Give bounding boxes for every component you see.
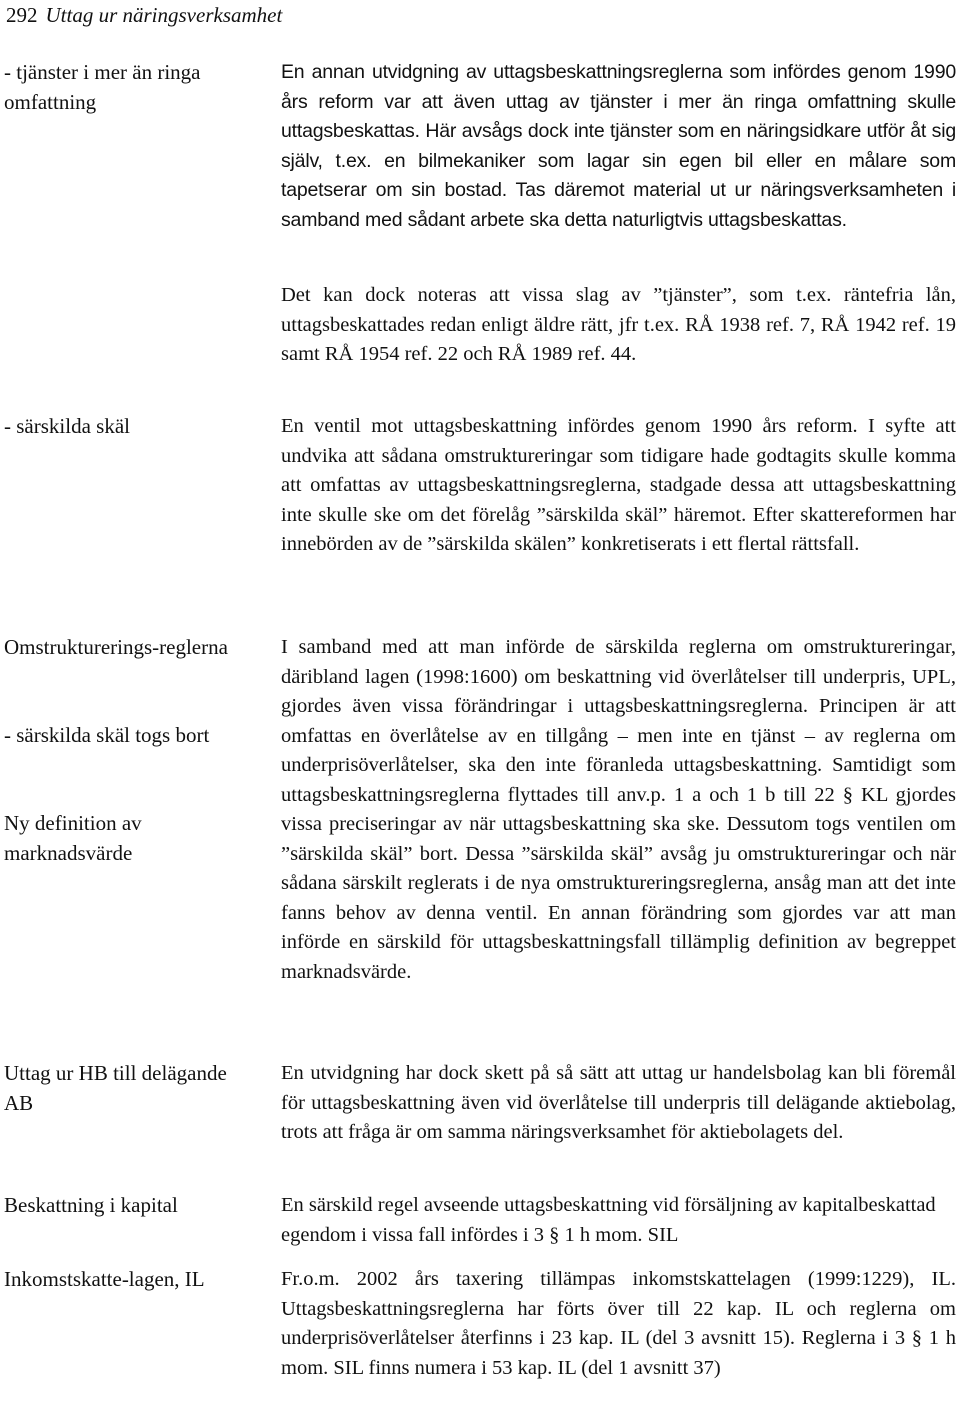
paragraph-kapitalbeskattad: En särskild regel avseende uttagsbeskattning vid försäljning av kapitalbeskattad egendom i vissa fall infördes i 3 § 1 h mom. SIL bbox=[281, 1194, 936, 1246]
running-header bbox=[6, 2, 282, 28]
margin-note-omstruktureringsreglerna: Omstrukturerings-reglerna bbox=[4, 635, 228, 659]
margin-note-uttag-hb: Uttag ur HB till delägande AB bbox=[4, 1061, 227, 1115]
margin-note-sarskilda-skal-togs-bort: - särskilda skäl togs bort bbox=[4, 723, 210, 747]
margin-note-beskattning-kapital: Beskattning i kapital bbox=[4, 1193, 178, 1217]
margin-note-tjanster: - tjänster i mer än ringa omfattning bbox=[4, 60, 201, 114]
margin-note-ny-definition: Ny definition av marknadsvärde bbox=[4, 811, 142, 865]
paragraph-rantefria-lan: Det kan dock noteras att vissa slag av ”tjänster”, som t.ex. räntefria lån, uttagsbeskattades redan enligt äldre rätt, jfr t.ex. RÅ 1938 ref. 7, RÅ 1942 ref. 19 samt RÅ 1954 ref. 22 och RÅ 1989 ref. 44. bbox=[281, 284, 956, 365]
paragraph-ventil: En ventil mot uttagsbeskattning infördes genom 1990 års reform. I syfte att undvika att sådana omstruktureringar som tidigare hade godtagits skulle komma att omfattas av uttagsbeskattningsreglerna, stadgade dessa att uttagsbeskattning inte skulle ske om det förelåg ”särskilda skäl” häremot. Efter skattereformen har innebörden av de ”särskilda skälen” konkretiserats i ett flertal rättsfall. bbox=[281, 415, 956, 555]
margin-note-inkomstskattelagen: Inkomstskatte-lagen, IL bbox=[4, 1267, 205, 1291]
running-title: Uttag ur näringsverksamhet bbox=[45, 3, 283, 27]
margin-note-sarskilda-skal: - särskilda skäl bbox=[4, 414, 130, 438]
paragraph-inkomstskattelagen: Fr.o.m. 2002 års taxering tillämpas inkomstskattelagen (1999:1229), IL. Uttagsbeskattningsreglerna har förts över till 22 kap. IL och reglerna om underprisöverlåtelser återfinns i 23 kap. IL (del 3 avsnitt 15). Reglerna i 3 § 1 h mom. SIL finns numera i 53 kap. IL (del 1 avsnitt 37) bbox=[281, 1268, 956, 1379]
paragraph-tjanster: En annan utvidgning av uttagsbeskattningsreglerna som infördes genom 1990 års reform var att även uttag av tjänster i mer än ringa omfattning skulle uttagsbeskattas. Här avsågs dock inte tjänster som en näringsidkare utför åt sig själv, t.ex. en bilmekaniker som lagar sin egen bil eller en målare som tapetserar om sin bostad. Tas däremot material ut ur näringsverksamheten i samband med sådant arbete ska detta naturligtvis uttagsbeskattas. bbox=[281, 61, 956, 231]
paragraph-handelsbolag: En utvidgning har dock skett på så sätt att uttag ur handelsbolag kan bli föremål för uttagsbeskattning även vid överlåtelse till underpris till delägande aktiebolag, trots att fråga är om samma näringsverksamhet för aktiebolagets del. bbox=[281, 1062, 956, 1143]
page-number: 292 bbox=[6, 3, 38, 27]
paragraph-omstruktureringar: I samband med att man införde de särskilda reglerna om omstruktureringar, däribland lagen (1998:1600) om beskattning vid överlåtelser till underpris, UPL, gjordes även vissa förändringar i uttagsbeskattningsreglerna. Principen är att omfattas en överlåtelse av en tillgång – men inte en tjänst – av reglerna om underprisöverlåtelser, ska den inte föranleda uttagsbeskattning. Samtidigt som uttagsbeskattningsreglerna flyttades till anv.p. 1 a och 1 b till 22 § KL gjordes vissa preciseringar av när uttagsbeskattning ska ske. Dessutom togs ventilen om ”särskilda skäl” bort. Dessa ”särskilda skäl” avsåg ju omstruktureringar och när sådana särskilt reglerats i de nya omstruktureringsreglerna, ansåg man att det inte fanns behov av denna ventil. En annan förändring som gjordes var att man införde en särskild för uttagsbeskattningsfall tillämplig definition av begreppet marknadsvärde. bbox=[281, 636, 956, 983]
